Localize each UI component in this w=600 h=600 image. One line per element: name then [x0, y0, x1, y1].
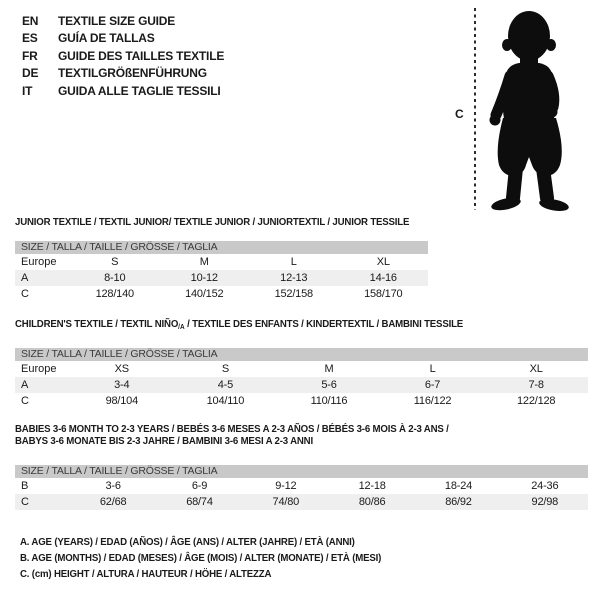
- height-cell: 98/104: [105, 395, 139, 407]
- height-cell: 74/80: [272, 496, 300, 508]
- language-code: FR: [22, 48, 38, 63]
- height-cell: 152/158: [274, 288, 313, 300]
- row-label: B: [21, 480, 29, 492]
- height-cell: 68/74: [186, 496, 213, 508]
- table-row-height: [15, 393, 588, 409]
- height-cell: 86/92: [445, 496, 472, 508]
- language-code: EN: [22, 13, 39, 28]
- age-cell: 9-12: [275, 480, 297, 492]
- language-row-en: [22, 12, 224, 30]
- legend-line-b: B. AGE (MONTHS) / EDAD (MESES) / ÂGE (MOIS) / ALTER (MONATE) / ETÀ (MESI): [20, 552, 382, 564]
- size-cell: M: [199, 256, 209, 268]
- heading-text: / TEXTILE DES ENFANTS / KINDERTEXTIL / BAMBINI TESSILE: [184, 318, 464, 330]
- size-table-junior: [15, 241, 428, 302]
- height-cell: 140/152: [185, 288, 224, 300]
- guide-title: TEXTILE SIZE GUIDE: [58, 13, 176, 28]
- row-label: C: [21, 496, 29, 508]
- section-heading-junior: JUNIOR TEXTILE / TEXTIL JUNIOR/ TEXTILE JUNIOR / JUNIORTEXTIL / JUNIOR TESSILE: [15, 216, 410, 228]
- language-title-list: [22, 12, 224, 100]
- heading-subscript: /A: [178, 324, 185, 331]
- size-cell: XL: [529, 363, 543, 375]
- age-cell: 8-10: [104, 272, 126, 284]
- guide-title: GUÍA DE TALLAS: [58, 31, 155, 46]
- section-heading-babies: [15, 423, 449, 447]
- heading-line-2: BABYS 3-6 MONATE BIS 2-3 JAHRE / BAMBINI 3-6 MESI A 2-3 ANNI: [15, 435, 313, 447]
- age-cell: 12-13: [280, 272, 308, 284]
- baby-silhouette: [482, 8, 578, 214]
- size-cell: XS: [114, 363, 129, 375]
- age-cell: 4-5: [217, 379, 234, 391]
- table-row-height: [15, 286, 428, 302]
- heading-text: CHILDREN'S TEXTILE / TEXTIL NIÑO: [15, 318, 179, 330]
- language-row-it: [22, 82, 224, 100]
- heading-line-1: BABIES 3-6 MONTH TO 2-3 YEARS / BEBÉS 3-6 MESES A 2-3 AÑOS / BÉBÉS 3-6 MOIS À 2-3 ANS /: [15, 423, 449, 435]
- height-measure-label: C: [455, 107, 464, 121]
- guide-title: GUIDE DES TAILLES TEXTILE: [58, 48, 225, 63]
- height-cell: 122/128: [516, 395, 556, 407]
- age-cell: 5-6: [321, 379, 337, 391]
- language-row-de: [22, 65, 224, 83]
- language-row-es: [22, 30, 224, 48]
- table-row-age: [15, 377, 588, 393]
- height-cell: 104/110: [206, 395, 245, 407]
- row-label: A: [21, 272, 29, 284]
- age-cell: 6-9: [191, 480, 208, 492]
- height-cell: 116/122: [413, 395, 452, 407]
- size-bar: SIZE / TALLA / TAILLE / GRÖSSE / TAGLIA: [15, 465, 588, 478]
- age-cell: 6-7: [424, 379, 441, 391]
- language-code: DE: [22, 66, 39, 81]
- age-cell: 10-12: [190, 272, 218, 284]
- height-measure-dotted-line: [474, 8, 476, 210]
- row-label: C: [21, 395, 29, 407]
- section-heading-children: [15, 318, 463, 334]
- age-cell: 18-24: [444, 480, 473, 492]
- row-label: A: [21, 379, 29, 391]
- age-cell: 14-16: [369, 272, 397, 284]
- height-cell: 158/170: [364, 288, 403, 300]
- row-label: C: [21, 288, 29, 300]
- height-cell: 92/98: [531, 496, 559, 508]
- guide-title: GUIDA ALLE TAGLIE TESSILI: [58, 83, 221, 98]
- size-table-babies: [15, 465, 588, 510]
- size-cell: S: [111, 256, 119, 268]
- size-table-children: [15, 348, 588, 409]
- age-cell: 24-36: [531, 480, 559, 492]
- table-row-height: [15, 494, 588, 510]
- row-label: Europe: [21, 256, 57, 268]
- age-cell: 3-4: [114, 379, 130, 391]
- size-cell: L: [429, 363, 436, 375]
- size-bar: SIZE / TALLA / TAILLE / GRÖSSE / TAGLIA: [15, 348, 588, 361]
- table-row-age-months: [15, 478, 588, 494]
- age-cell: 3-6: [105, 480, 121, 492]
- height-cell: 62/68: [99, 496, 127, 508]
- height-cell: 80/86: [358, 496, 386, 508]
- row-label: Europe: [21, 363, 57, 375]
- table-row-europe: [15, 361, 588, 377]
- height-cell: 128/140: [95, 288, 134, 300]
- table-row-europe: [15, 254, 428, 270]
- legend-line-a: A. AGE (YEARS) / EDAD (AÑOS) / ÂGE (ANS) / ALTER (JAHRE) / ETÀ (ANNI): [20, 536, 355, 548]
- language-code: ES: [22, 31, 38, 46]
- measure-legend: [20, 534, 413, 582]
- table-row-age: [15, 270, 428, 286]
- language-code: IT: [22, 83, 33, 98]
- legend-line-c: C. (cm) HEIGHT / ALTURA / HAUTEUR / HÖHE / ALTEZZA: [20, 568, 272, 580]
- size-cell: S: [221, 363, 229, 375]
- size-cell: XL: [376, 256, 390, 268]
- size-bar: SIZE / TALLA / TAILLE / GRÖSSE / TAGLIA: [15, 241, 428, 254]
- size-cell: L: [290, 256, 297, 268]
- age-cell: 12-18: [358, 480, 386, 492]
- size-cell: M: [324, 363, 334, 375]
- age-cell: 7-8: [528, 379, 544, 391]
- language-row-fr: [22, 47, 224, 65]
- height-cell: 110/116: [310, 395, 348, 407]
- guide-title: TEXTILGRÖßENFÜHRUNG: [58, 66, 207, 81]
